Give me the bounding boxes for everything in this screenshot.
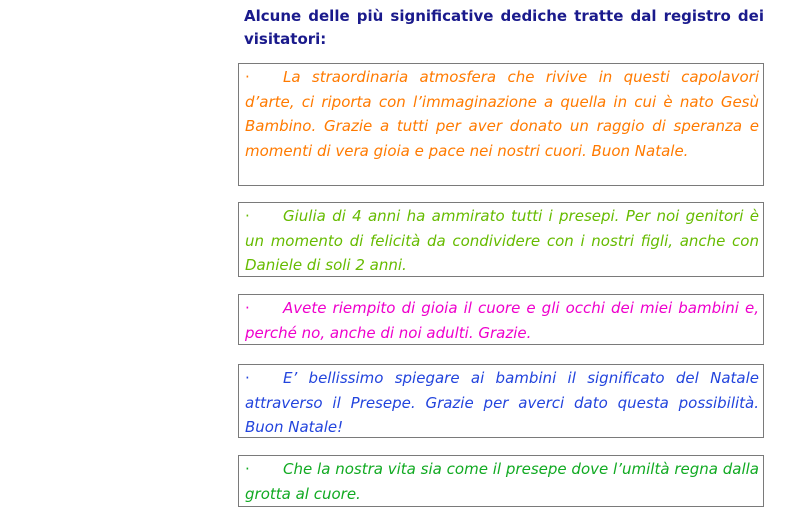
dedication-box-1 <box>238 63 764 186</box>
dedication-box-2 <box>238 202 764 277</box>
bullet-icon: · <box>245 369 250 387</box>
dedication-box-4 <box>238 364 764 438</box>
page-heading: Alcune delle più significative dediche tratte dal registro dei visitatori: <box>244 7 764 48</box>
bullet-icon: · <box>245 68 250 86</box>
dedication-text-2: Giulia di 4 anni ha ammirato tutti i presepi. Per noi genitori è un momento di felicità da condividere con i nostri figli, anche con Daniele di soli 2 anni. <box>245 207 759 274</box>
bullet-icon: · <box>245 460 250 478</box>
dedication-box-3 <box>238 294 764 345</box>
dedication-box-5 <box>238 455 764 507</box>
bullet-icon: · <box>245 207 250 225</box>
dedication-text-3: Avete riempito di gioia il cuore e gli occhi dei miei bambini e, perché no, anche di noi adulti. Grazie. <box>245 299 759 342</box>
dedication-text-1: La straordinaria atmosfera che rivive in questi capolavori d’arte, ci riporta con l’immaginazione a quella in cui è nato Gesù Bambino. Grazie a tutti per aver donato un raggio di speranza e momenti di vera gioia e pace nei nostri cuori. Buon Natale. <box>245 68 759 160</box>
bullet-icon: · <box>245 299 250 317</box>
dedication-text-4: E’ bellissimo spiegare ai bambini il significato del Natale attraverso il Presepe. Grazie per averci dato questa possibilità. Buon Natale! <box>245 369 759 436</box>
dedication-text-5: Che la nostra vita sia come il presepe dove l’umiltà regna dalla grotta al cuore. <box>245 460 759 503</box>
